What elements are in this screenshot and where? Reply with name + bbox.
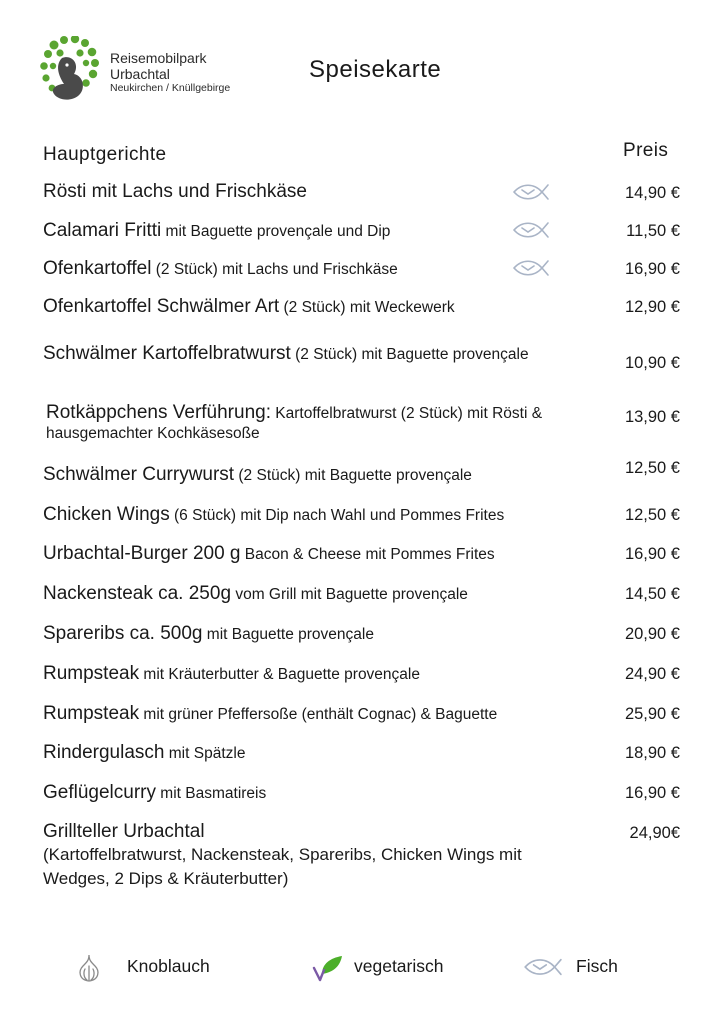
fish-icon: [510, 218, 550, 242]
menu-item-desc: vom Grill mit Baguette provençale: [231, 586, 468, 603]
menu-item-price: 10,90 €: [624, 354, 680, 372]
menu-item-desc: (2 Stück) mit Weckewerk: [279, 299, 455, 316]
menu-item-name: Schwälmer Kartoffelbratwurst: [43, 343, 291, 364]
logo-icon: [40, 36, 100, 104]
menu-item-desc: mit Spätzle: [164, 745, 246, 762]
menu-item: [43, 622, 603, 645]
menu-item-price: 11,50 €: [626, 222, 680, 240]
menu-item-price: 12,90 €: [624, 298, 680, 316]
menu-item-price: 12,50 €: [624, 459, 680, 477]
brand-subname: Urbachtal: [110, 66, 170, 83]
legend-vegetarian-label: vegetarisch: [354, 956, 444, 976]
menu-item-name: Urbachtal-Burger 200 g: [43, 543, 241, 564]
menu-item-desc: Kartoffelbratwurst (2 Stück) mit Rösti & hausgemachter Kochkäsesoße: [46, 405, 543, 443]
menu-item: [43, 582, 603, 605]
menu-item: [43, 702, 603, 725]
menu-item-desc: (6 Stück) mit Dip nach Wahl und Pommes Frites: [169, 507, 505, 524]
fish-icon: [510, 256, 550, 280]
menu-item-name: Rumpsteak: [43, 703, 140, 724]
menu-item-price: 14,50 €: [624, 585, 680, 603]
fish-icon: [510, 180, 550, 204]
vegetarian-leaf-icon: [310, 952, 344, 984]
menu-item: [43, 503, 603, 526]
menu-item-desc: mit grüner Pfeffersoße (enthält Cognac) & Baguette: [139, 706, 498, 723]
fish-icon: [521, 954, 563, 980]
menu-item: [43, 662, 603, 685]
menu-item: [43, 542, 603, 565]
page-title: Speisekarte: [309, 56, 442, 83]
menu-item-price: 12,50 €: [624, 506, 680, 524]
menu-item-name: Nackensteak ca. 250g: [43, 583, 232, 604]
menu-item: [46, 401, 591, 444]
brand-location: Neukirchen / Knüllgebirge: [110, 82, 231, 95]
legend-garlic-label: Knoblauch: [127, 956, 210, 976]
menu-item-price: 16,90 €: [624, 545, 680, 563]
menu-item-price: 24,90€: [629, 824, 680, 842]
menu-item-name: Geflügelcurry: [43, 782, 156, 803]
menu-item-price: 18,90 €: [624, 744, 680, 762]
menu-item-name: Rindergulasch: [43, 742, 165, 763]
menu-item-name: Rösti mit Lachs und Frischkäse: [43, 181, 307, 202]
menu-item-name: Rotkäppchens Verführung:: [46, 402, 271, 423]
menu-item-desc: (2 Stück) mit Lachs und Frischkäse: [151, 261, 398, 278]
menu-item-name: Ofenkartoffel Schwälmer Art: [43, 296, 280, 317]
menu-item-name: Rumpsteak: [43, 663, 140, 684]
menu-item-price: 20,90 €: [624, 625, 680, 643]
menu-item-price: 24,90 €: [624, 665, 680, 683]
menu-item-desc: (2 Stück) mit Baguette provençale: [234, 467, 472, 484]
brand-block: [110, 50, 230, 94]
menu-item: [43, 741, 603, 764]
menu-item-desc: mit Basmatireis: [156, 785, 267, 802]
menu-item-price: 16,90 €: [624, 260, 680, 278]
menu-item-name: Spareribs ca. 500g: [43, 623, 203, 644]
menu-item-price: 13,90 €: [624, 408, 680, 426]
menu-item: [43, 463, 603, 486]
menu-item: [43, 295, 603, 318]
menu-item-name: Chicken Wings: [43, 504, 170, 525]
menu-item-price: 16,90 €: [624, 784, 680, 802]
brand-name: Reisemobilpark: [110, 50, 207, 66]
menu-item-name: Ofenkartoffel: [43, 258, 152, 279]
menu-item: [43, 342, 543, 365]
menu-item-price: 14,90 €: [624, 184, 680, 202]
menu-item-name: Schwälmer Currywurst: [43, 464, 235, 485]
legend: [0, 950, 724, 986]
menu-item-desc: mit Kräuterbutter & Baguette provençale: [139, 666, 420, 683]
menu-item-desc: (Kartoffelbratwurst, Nackensteak, Spareribs, Chicken Wings mit Wedges, 2 Dips & Kräuterbutter): [43, 845, 522, 888]
menu-item-name: Grillteller Urbachtal: [43, 821, 205, 842]
menu-item-price: 25,90 €: [624, 705, 680, 723]
price-heading: Preis: [623, 140, 669, 161]
menu-item: [43, 781, 603, 804]
garlic-icon: [74, 952, 104, 984]
menu-item-desc: mit Baguette provençale: [202, 626, 374, 643]
legend-fish-label: Fisch: [576, 956, 618, 976]
section-heading: Hauptgerichte: [43, 144, 167, 165]
menu-item-name: Calamari Fritti: [43, 220, 162, 241]
menu-item-desc: (2 Stück) mit Baguette provençale: [290, 346, 529, 363]
menu-item-desc: Bacon & Cheese mit Pommes Frites: [240, 546, 495, 563]
menu-item-desc: mit Baguette provençale und Dip: [161, 223, 391, 240]
menu-item: [43, 820, 573, 890]
